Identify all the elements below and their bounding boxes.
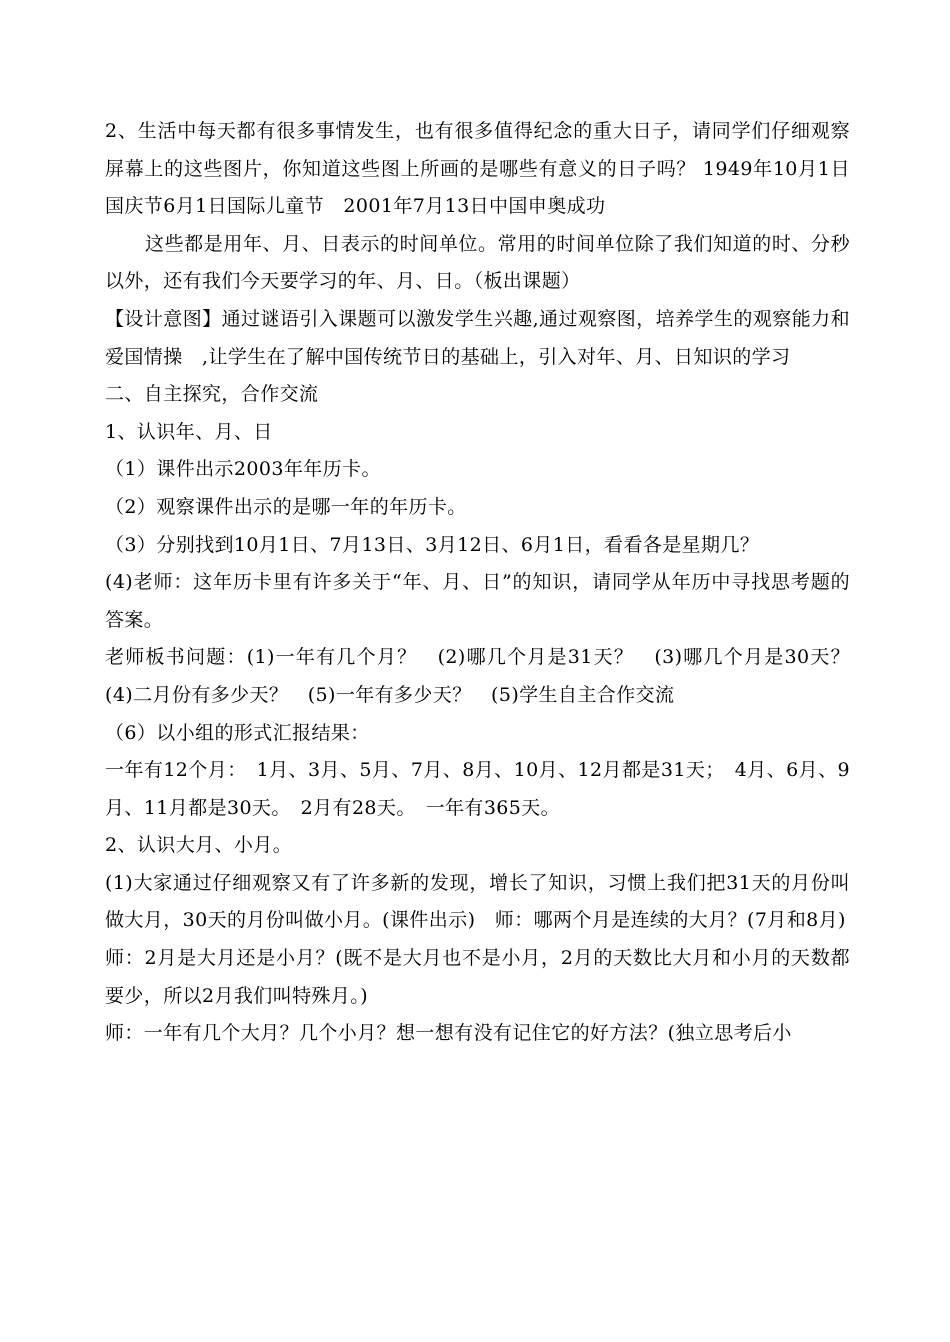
step-2: （2）观察课件出示的是哪一年的年历卡。 <box>105 495 467 518</box>
subheading-know-ymd: 1、认识年、月、日 <box>105 420 273 443</box>
section-heading-explore: 二、自主探究，合作交流 <box>105 383 319 406</box>
paragraph-important-days: 2、生活中每天都有很多事情发生，也有很多值得纪念的重大日子，请同学们仔细观察屏幕上的这些图片，你知道这些图上所画的是哪些有意义的日子吗？ 1949年10月1日国庆节6月1日国际儿童节 2001年7月13日中国申奥成功 <box>105 120 850 218</box>
paragraph-count-months: 师：一年有几个大月？几个小月？想一想有没有记住它的好方法？(独立思考后小 <box>105 1022 792 1045</box>
step-6: （6）以小组的形式汇报结果： <box>105 721 370 744</box>
paragraph-february: 师：2月是大月还是小月？(既不是大月也不是小月，2月的天数比大月和小月的天数都要少，所以2月我们叫特殊月。) <box>105 947 850 1007</box>
teacher-questions: 老师板书问题：(1)一年有几个月？ (2)哪几个月是31天？ (3)哪几个月是30天？ (4)二月份有多少天？ (5)一年有多少天？ (5)学生自主合作交流 <box>105 646 870 706</box>
document-body <box>105 113 870 1053</box>
results-summary: 一年有12个月： 1月、3月、5月、7月、8月、10月、12月都是31天； 4月、6月、9月、11月都是30天。 2月有28天。 一年有365天。 <box>105 759 850 819</box>
step-3: （3）分别找到10月1日、7月13日、3月12日、6月1日，看看各是星期几？ <box>105 533 760 556</box>
paragraph-design-intent: 【设计意图】通过谜语引入课题可以激发学生兴趣,通过观察图，培养学生的观察能力和爱国情操 ,让学生在了解中国传统节日的基础上，引入对年、月、日知识的学习 <box>105 307 850 368</box>
step-1: （1）课件出示2003年年历卡。 <box>105 458 381 481</box>
subheading-big-small-months: 2、认识大月、小月。 <box>105 834 293 857</box>
paragraph-big-small-definition: (1)大家通过仔细观察又有了许多新的发现，增长了知识，习惯上我们把31天的月份叫做大月，30天的月份叫做小月。(课件出示) 师：哪两个月是连续的大月？(7月和8月) <box>105 871 850 932</box>
paragraph-time-units: 这些都是用年、月、日表示的时间单位。常用的时间单位除了我们知道的时、分秒以外，还有我们今天要学习的年、月、日。（板出课题） <box>105 232 850 293</box>
step-4: (4)老师：这年历卡里有许多关于“年、月、日”的知识，请同学从年历中寻找思考题的答案。 <box>105 571 850 631</box>
